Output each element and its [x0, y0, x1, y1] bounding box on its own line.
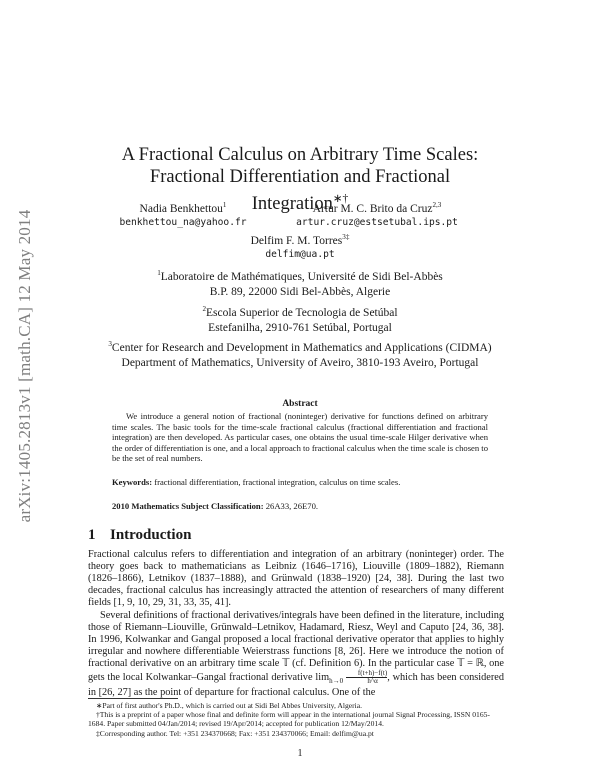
arxiv-stamp — [14, 176, 36, 556]
intro-paragraph-1: Fractional calculus refers to differentiation and integration of an arbitrary (noninteger) order. The theory goes back to mathematicians as Leibniz (1646–1716), Liouville (1809–1882), Riemann (1826–1866), Letnikov (1837–1888), and Grünwald (1838–1920) [24, 38]. During the last two decades, fractional calculus has increasingly attracted the attention of researchers of many different fields [1, 9, 10, 29, 31, 33, 35, 41]. — [88, 549, 504, 609]
author-name: Artur M. C. Brito da Cruz — [312, 202, 433, 215]
footnote: ‡Corresponding author. Tel: +351 234370668; Fax: +351 234370066; Email: delfim@ua.pt — [96, 728, 374, 738]
section-heading: 1 Introduction — [88, 527, 192, 543]
author-email[interactable]: benkhettou_na@yahoo.fr — [119, 216, 247, 228]
arxiv-stamp-text: arXiv:1405.2813v1 [math.CA] 12 May 2014 — [15, 209, 34, 523]
footnote: †This is a preprint of a paper whose final and definite form will appear in the international journal Signal Processing, ISSN 0165-1684. Paper submitted 04/Jan/2014; revised 19/Apr/2014; accepted for publication 12/May/2014. — [88, 710, 490, 729]
footnote: ∗Part of first author's Ph.D., which is carried out at Sidi Bel Abbes University, Algeria. — [96, 701, 363, 710]
keywords: Keywords: fractional differentiation, fractional integration, calculus on time scales. — [112, 477, 401, 487]
author-2: Artur M. C. Brito da Cruz$^{2,3}$ artur.cruz@estsetubal.ips.pt — [282, 198, 472, 230]
intro-paragraph-2: Several definitions of fractional derivatives/integrals have been defined in the literature, including those of Riemann–Liouville, Grünwald–Letnikov, Hadamard, Riesz, Weyl and Caputo [24, 36, 38]. In 1996, Kolwankar and Gangal proposed a local fractional derivative operator that applies to highly irregular and nowhere differentiable Weierstrass functions [8, 26]. Here we introduce the notion of fractional derivative on an arbitrary time scale 𝕋 (cf. Definition 6). In the particular case 𝕋 = ℝ, one gets the local Kolwankar–Gangal fractional derivative $\lim_{h\to 0}$ $\frac{f(t+h)-f(t)}{h\^{}\alpha}$ , which has been considered in [26, 27] as the point of departure for fractional calculus. One of the — [88, 610, 504, 699]
title-line-2: Fractional Differentiation and Fractional Integration∗† — [149, 167, 451, 215]
msc-classification: 2010 Mathematics Subject Classification: 26A33, 26E70. — [112, 501, 319, 511]
affiliation-3: $^3$Center for Research and Development in Mathematics and Applications (CIDMA) Department of Mathematics, University of Aveiro, 3810-193 Aveiro, Portugal — [108, 340, 492, 369]
affiliation-1: $^1$Laboratoire de Mathématiques, Université de Sidi Bel-Abbès B.P. 89, 22000 Sidi Bel-Abbès, Algerie — [157, 269, 443, 298]
author-3: Delfim F. M. Torres$^{3\ddagger}$ delfim@ua.pt — [200, 230, 400, 262]
author-name: Delfim F. M. Torres — [250, 234, 343, 247]
page-number: 1 — [297, 748, 303, 759]
abstract-text: We introduce a general notion of fractional (noninteger) derivative for functions defined on arbitrary time scales. The basic tools for the time-scale fractional calculus (fractional differentiation and fractional integration) are then developed. As particular cases, one obtains the usual time-scale Hilger derivative when the order of differentiation is one, and a local approach to fractional calculus when the time scale is chosen to be the set of real numbers. — [112, 411, 488, 464]
footnote-rule — [88, 698, 178, 699]
title-marks: ∗† — [332, 193, 349, 205]
author-email[interactable]: delfim@ua.pt — [265, 248, 335, 260]
abstract-heading: Abstract — [282, 399, 318, 409]
footnotes — [88, 701, 504, 738]
author-name: Nadia Benkhettou — [139, 202, 223, 215]
title-line-1: A Fractional Calculus on Arbitrary Time Scales: — [121, 145, 479, 165]
author-1: Nadia Benkhettou$^1$ benkhettou_na@yahoo.fr — [108, 198, 258, 230]
affiliation-2: $^2$Escola Superior de Tecnologia de Setúbal Estefanilha, 2910-761 Setúbal, Portugal — [202, 305, 398, 334]
author-email[interactable]: artur.cruz@estsetubal.ips.pt — [296, 216, 458, 228]
